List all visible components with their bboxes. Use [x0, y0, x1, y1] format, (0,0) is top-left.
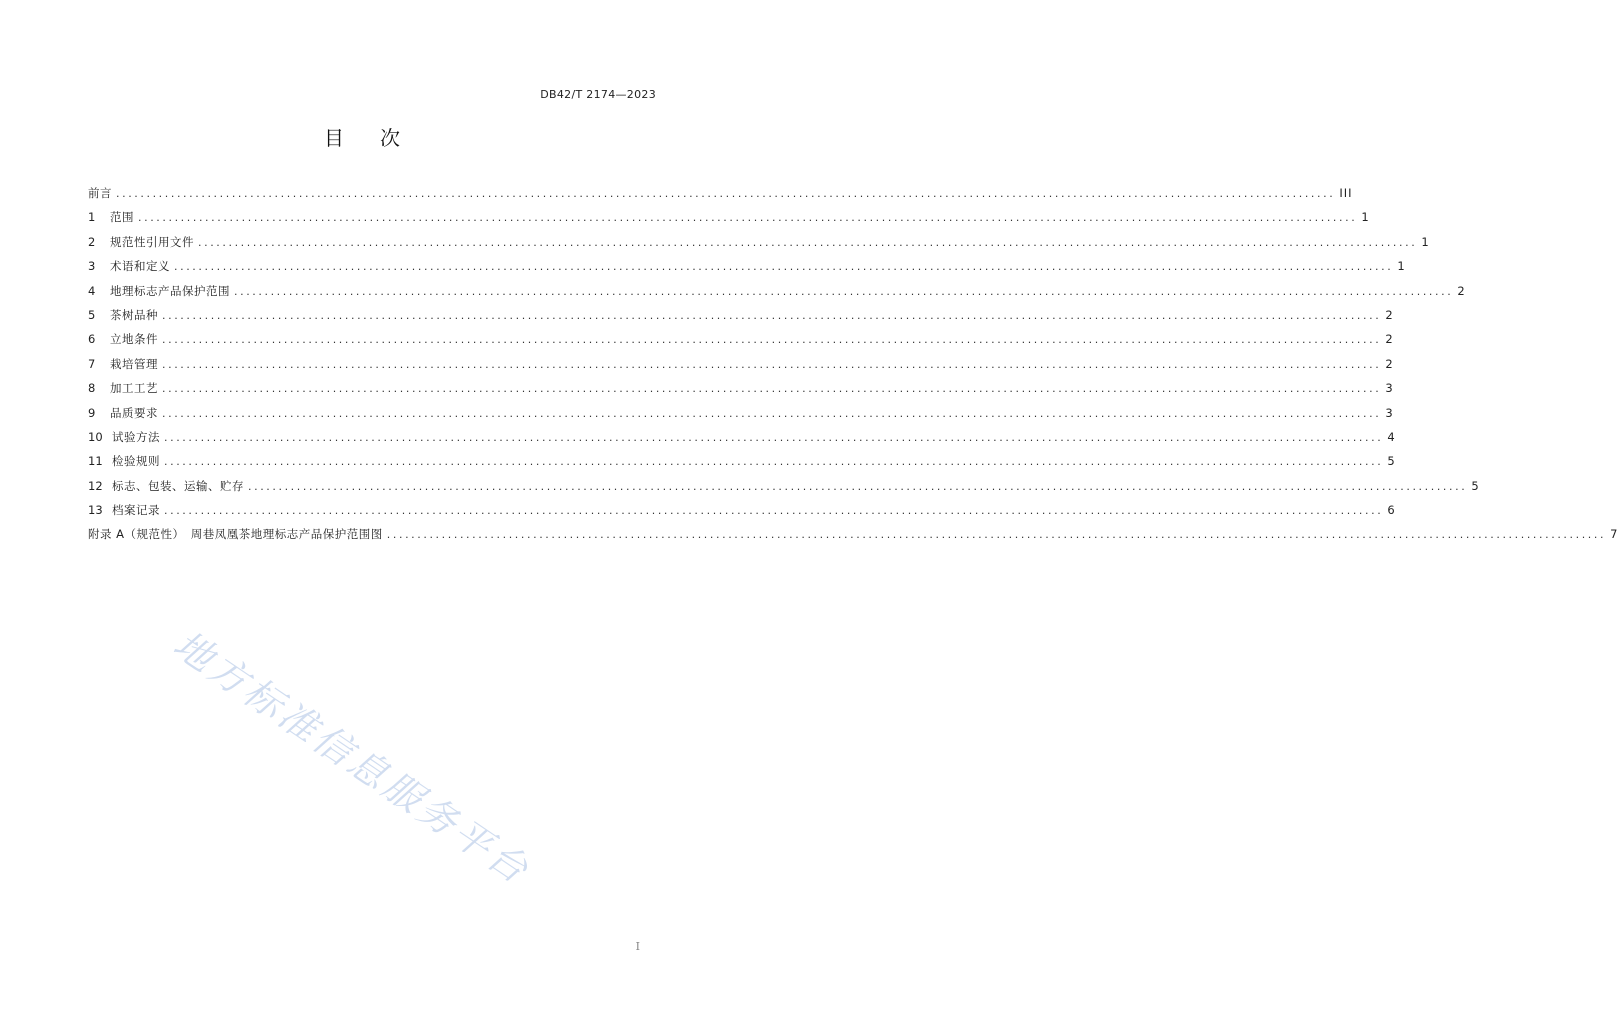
title-char-left: 目: [324, 126, 344, 150]
toc-entry-title: 前言: [88, 186, 112, 200]
toc-leader-dots: ........................................................................................................................................................................................................: [234, 284, 1454, 298]
toc-entry-title: 品质要求: [110, 405, 158, 420]
toc-entry-number: 2: [88, 234, 96, 249]
toc-entry-title: 加工工艺: [110, 381, 158, 396]
toc-entry[interactable]: [88, 258, 1406, 282]
toc-entry[interactable]: [88, 209, 1370, 233]
toc-leader-dots: ........................................................................................................................................................................................................: [162, 357, 1382, 371]
toc-entry-title: 茶树品种: [110, 307, 158, 322]
toc-entry-number: 1: [88, 210, 96, 225]
toc-entry-number: 11: [88, 454, 103, 469]
toc-entry[interactable]: [88, 380, 1394, 404]
toc-leader-dots: ........................................................................................................................................................................................................: [164, 504, 1384, 518]
toc-leader-dots: ........................................................................................................................................................................................................: [138, 211, 1358, 225]
toc-entry[interactable]: [88, 429, 1396, 453]
title-char-right: 次: [380, 126, 400, 150]
toc-entry-number: 4: [88, 283, 96, 298]
toc-entry[interactable]: [88, 234, 1430, 258]
toc-entry-number: 13: [88, 503, 103, 518]
toc-entry-page: 7: [1610, 527, 1618, 542]
toc-entry-title: 术语和定义: [110, 259, 170, 274]
watermark: 地方标准信息服务平台: [165, 622, 539, 894]
toc-entry-page: 1: [1397, 259, 1406, 274]
toc-entry-page: 3: [1385, 381, 1394, 396]
toc-entry-page: 3: [1385, 405, 1394, 420]
toc-entry-page: 2: [1385, 332, 1394, 347]
toc-leader-dots: ........................................................................................................................................................................................................: [162, 333, 1382, 347]
toc-leader-dots: ........................................................................................................................................................................................................: [162, 382, 1382, 396]
toc-entry-title: 检验规则: [112, 454, 160, 469]
toc-entry[interactable]: [88, 502, 1396, 526]
toc-entry[interactable]: [88, 453, 1396, 477]
toc-entry-page: 2: [1385, 356, 1394, 371]
toc-entry-page: 5: [1387, 454, 1396, 469]
toc-entry-page: 1: [1361, 210, 1370, 225]
toc-entry-title: 栽培管理: [110, 356, 158, 371]
toc-entry-number: 7: [88, 356, 96, 371]
toc-entry-page: III: [1339, 186, 1353, 200]
toc-entry-number: 8: [88, 381, 96, 396]
toc-entry-number: 6: [88, 332, 96, 347]
standard-code: DB42/T 2174—2023: [540, 88, 656, 101]
toc-leader-dots: ........................................................................................................................................................................................................: [248, 479, 1468, 493]
toc-entry-title: 档案记录: [112, 503, 160, 518]
toc-entry-title: 规范性引用文件: [110, 234, 194, 249]
toc-entry-number: 5: [88, 307, 96, 322]
table-of-contents: [88, 185, 1618, 551]
toc-entry-number: 9: [88, 405, 96, 420]
toc-entry-title: 立地条件: [110, 332, 158, 347]
toc-leader-dots: ........................................................................................................................................................................................................: [164, 455, 1384, 469]
toc-entry-title: 标志、包装、运输、贮存: [112, 478, 244, 493]
page-title: [0, 122, 724, 151]
toc-leader-dots: ........................................................................................................................................................................................................: [198, 235, 1418, 249]
toc-entry-page: 2: [1385, 307, 1394, 322]
toc-entry-title: 地理标志产品保护范围: [110, 283, 230, 298]
toc-entry-number: 12: [88, 478, 103, 493]
page-number: I: [635, 940, 640, 953]
toc-leader-dots: ........................................................................................................................................................................................................: [386, 528, 1607, 542]
toc-entry-number: 3: [88, 259, 96, 274]
toc-entry-page: 1: [1421, 234, 1430, 249]
toc-entry[interactable]: [88, 331, 1394, 355]
toc-leader-dots: ........................................................................................................................................................................................................: [164, 430, 1384, 444]
toc-entry[interactable]: [88, 283, 1466, 307]
toc-entry[interactable]: [88, 478, 1480, 502]
toc-entry-page: 5: [1471, 478, 1480, 493]
toc-entry[interactable]: [88, 356, 1394, 380]
toc-leader-dots: ........................................................................................................................................................................................................: [162, 308, 1382, 322]
toc-entry-page: 6: [1387, 503, 1396, 518]
toc-entry[interactable]: [88, 185, 1353, 209]
toc-entry[interactable]: [88, 307, 1394, 331]
toc-entry-title: 范围: [110, 210, 134, 225]
toc-leader-dots: ........................................................................................................................................................................................................: [174, 260, 1394, 274]
toc-entry-title: 附录 A（规范性） 周巷凤凰茶地理标志产品保护范围图: [88, 527, 383, 542]
toc-entry-title: 试验方法: [112, 429, 160, 444]
toc-entry[interactable]: [88, 405, 1394, 429]
toc-entry-page: 2: [1457, 283, 1466, 298]
toc-leader-dots: ........................................................................................................................................................................................................: [116, 187, 1336, 200]
toc-entry[interactable]: [88, 526, 1618, 550]
toc-leader-dots: ........................................................................................................................................................................................................: [162, 406, 1382, 420]
toc-entry-page: 4: [1387, 429, 1396, 444]
toc-entry-number: 10: [88, 429, 103, 444]
